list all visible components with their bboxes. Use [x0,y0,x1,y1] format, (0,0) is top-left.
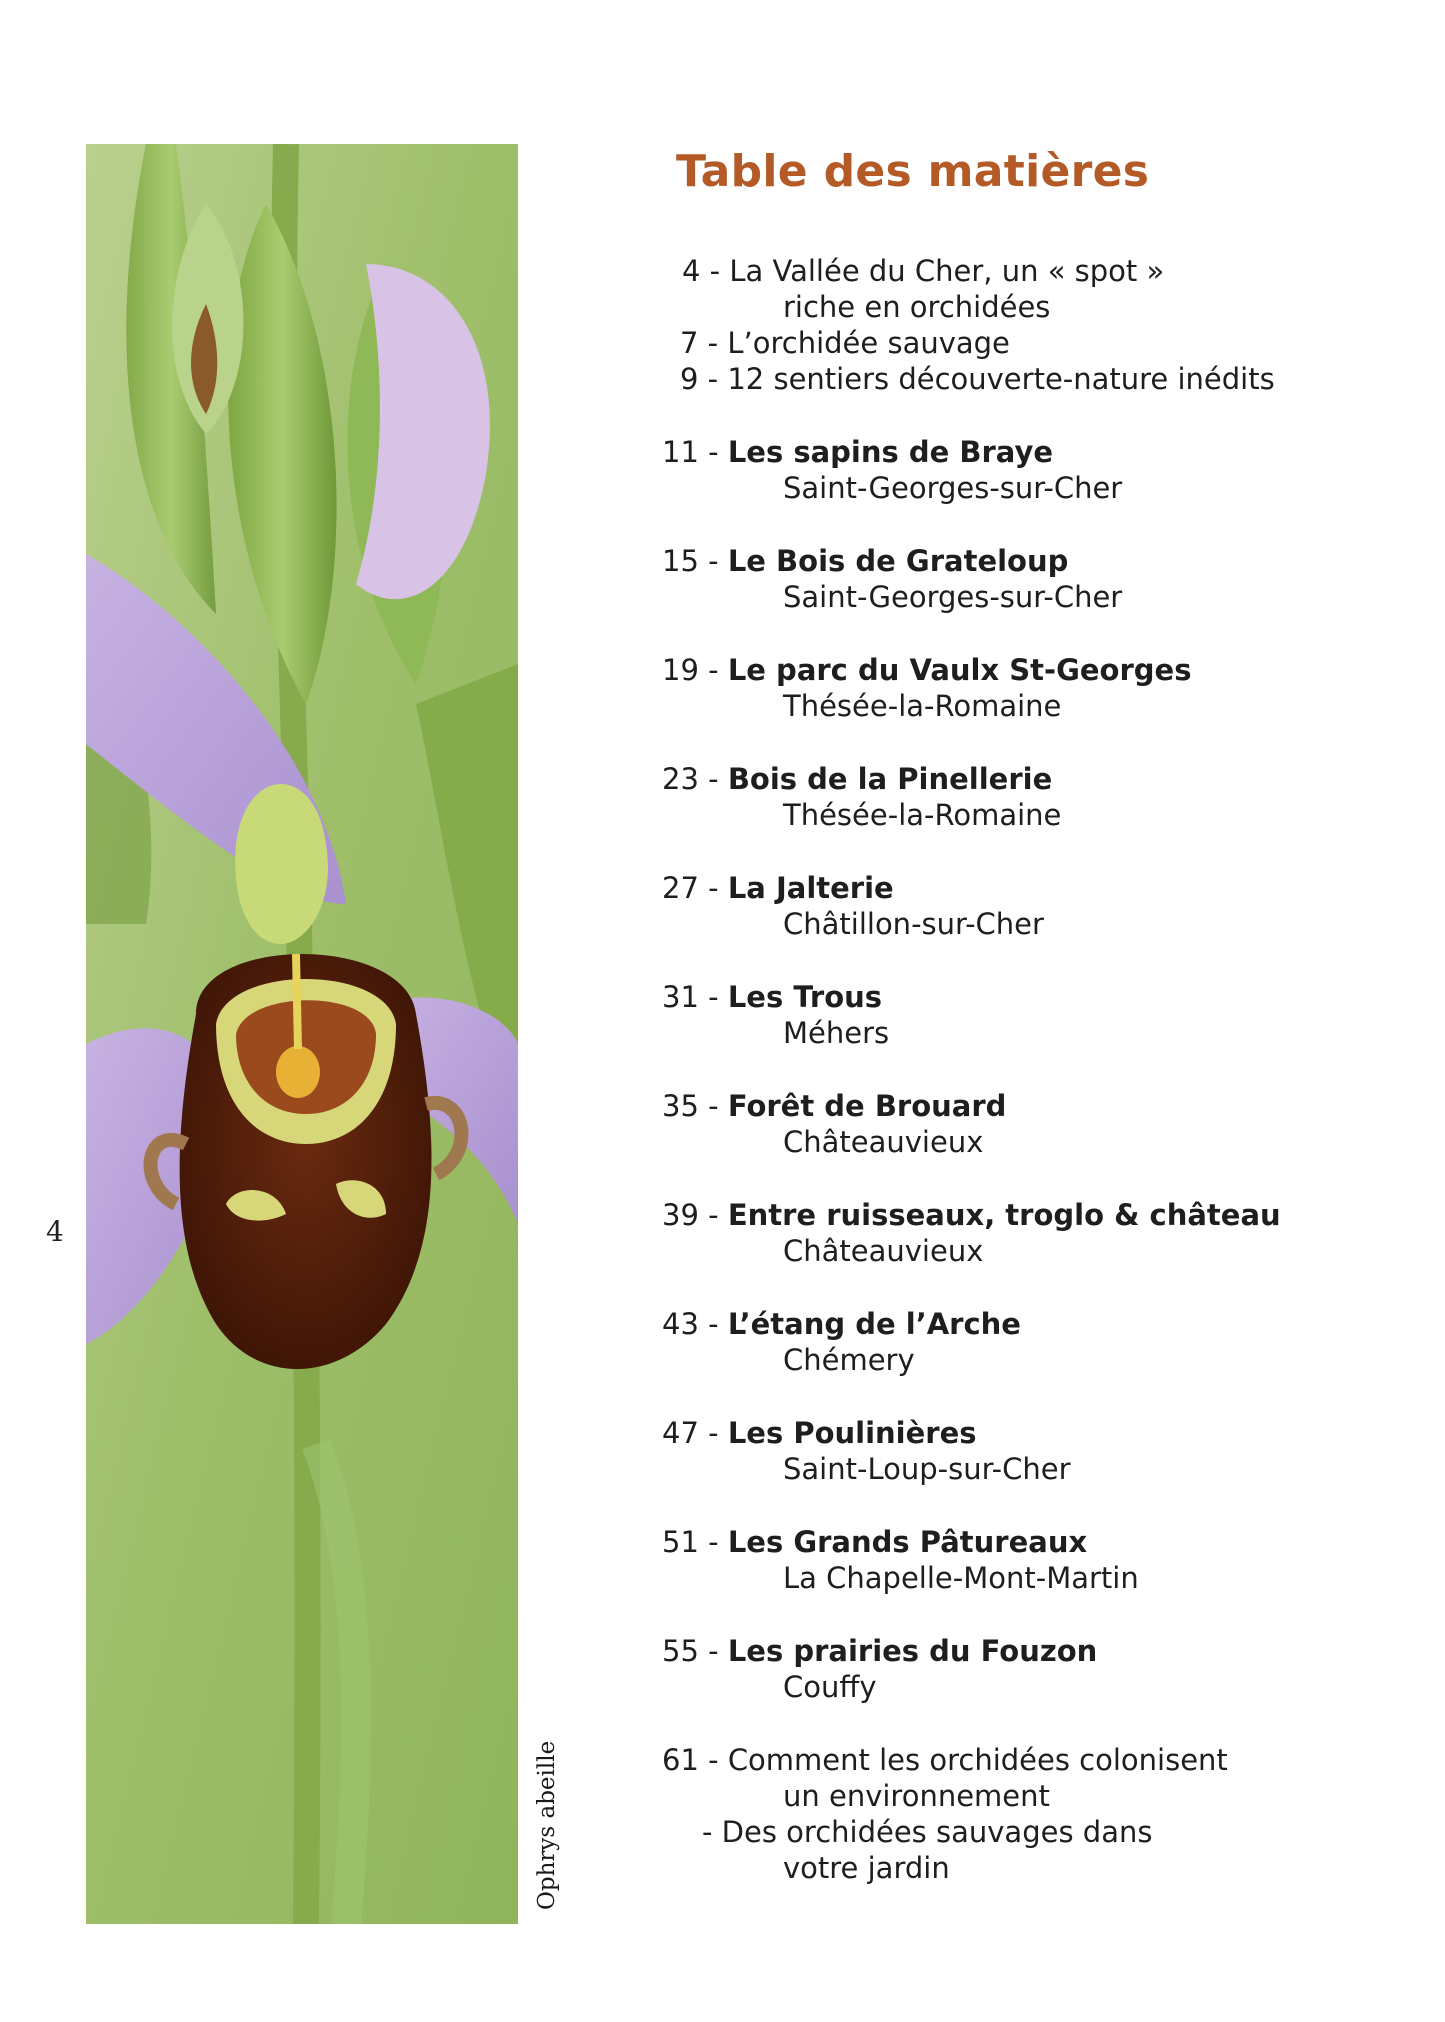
toc-trail-title: Le Bois de Grateloup [727,544,1069,578]
toc-entry-trail-7[interactable] [662,1088,1006,1124]
toc-trail-place: Saint-Georges-sur-Cher [783,580,1123,614]
toc-trail-title: Le parc du Vaulx St-Georges [727,653,1192,687]
toc-entry-trail-4[interactable] [662,761,1052,797]
toc-number: 31 - [662,980,719,1014]
toc-number: 9 - [680,362,719,396]
toc-trail-title: La Jalterie [727,871,894,905]
toc-number: 23 - [662,762,719,796]
page-number: 4 [46,1215,64,1248]
toc-number: 43 - [662,1307,719,1341]
toc-entry-trail-12[interactable] [662,1633,1097,1669]
toc-trail-title: Les prairies du Fouzon [727,1634,1098,1668]
toc-trail-title: Les Poulinières [727,1416,977,1450]
toc-trail-title: Les Trous [727,980,883,1014]
toc-trail-title: Les sapins de Braye [727,435,1054,469]
toc-trail-place: Châteauvieux [783,1234,984,1268]
toc-entry-intro-2[interactable] [680,325,1010,361]
toc-number: 11 - [662,435,719,469]
toc-text: La Vallée du Cher, un « spot » [729,254,1165,288]
toc-trail-title: Les Grands Pâtureaux [727,1525,1088,1559]
toc-number: 55 - [662,1634,719,1668]
toc-number: 47 - [662,1416,719,1450]
toc-trail-title: Forêt de Brouard [727,1089,1007,1123]
toc-number: 15 - [662,544,719,578]
toc-entry-trail-3[interactable] [662,652,1191,688]
toc-entry-trail-10[interactable] [662,1415,977,1451]
toc-number: 39 - [662,1198,719,1232]
toc-trail-title: Entre ruisseaux, troglo & château [727,1198,1281,1232]
toc-trail-place: La Chapelle-Mont-Martin [783,1561,1139,1595]
toc-number: 7 - [680,326,719,360]
toc-number: 19 - [662,653,719,687]
toc-entry-trail-9[interactable] [662,1306,1021,1342]
toc-entry-outro[interactable] [662,1742,1228,1778]
toc-entry-intro-1-cont [783,289,1050,325]
toc-entry-intro-3[interactable] [680,361,1275,397]
toc-trail-place: Couffy [783,1670,877,1704]
toc-number: 61 - [662,1743,719,1777]
toc-text: un environnement [783,1779,1050,1813]
toc-number: 51 - [662,1525,719,1559]
toc-number: 27 - [662,871,719,905]
toc-text: Comment les orchidées colonisent [727,1743,1228,1777]
ophrys-photo-illustration [86,144,518,1924]
toc-trail-place: Thésée-la-Romaine [783,798,1062,832]
toc-trail-title: Bois de la Pinellerie [727,762,1053,796]
toc-entry-trail-2[interactable] [662,543,1068,579]
toc-trail-place: Méhers [783,1016,890,1050]
toc-entry-trail-8[interactable] [662,1197,1281,1233]
photo-caption: Ophrys abeille [534,1740,560,1910]
toc-trail-place: Châteauvieux [783,1125,984,1159]
toc-trail-place: Saint-Georges-sur-Cher [783,471,1123,505]
toc-entry-trail-11[interactable] [662,1524,1087,1560]
toc-trail-place: Saint-Loup-sur-Cher [783,1452,1071,1486]
toc-text: 12 sentiers découverte-nature inédits [727,362,1275,396]
toc-number: 35 - [662,1089,719,1123]
toc-entry-trail-6[interactable] [662,979,882,1015]
toc-trail-place: Chémery [783,1343,915,1377]
orchid-photo [86,144,518,1924]
toc-number: 4 - [682,254,721,288]
toc-trail-place: Thésée-la-Romaine [783,689,1062,723]
toc-title: Table des matières [676,146,1150,197]
toc-entry-outro-sub[interactable]: - Des orchidées sauvages dans [702,1815,1153,1849]
toc-trail-place: Châtillon-sur-Cher [783,907,1044,941]
toc-entry-intro-1[interactable] [682,253,1164,289]
toc-text: L’orchidée sauvage [727,326,1010,360]
toc-text: riche en orchidées [783,290,1051,324]
toc-entry-trail-1[interactable] [662,434,1053,470]
toc-entry-trail-5[interactable] [662,870,894,906]
toc-text: votre jardin [783,1851,950,1885]
toc-trail-title: L’étang de l’Arche [727,1307,1021,1341]
